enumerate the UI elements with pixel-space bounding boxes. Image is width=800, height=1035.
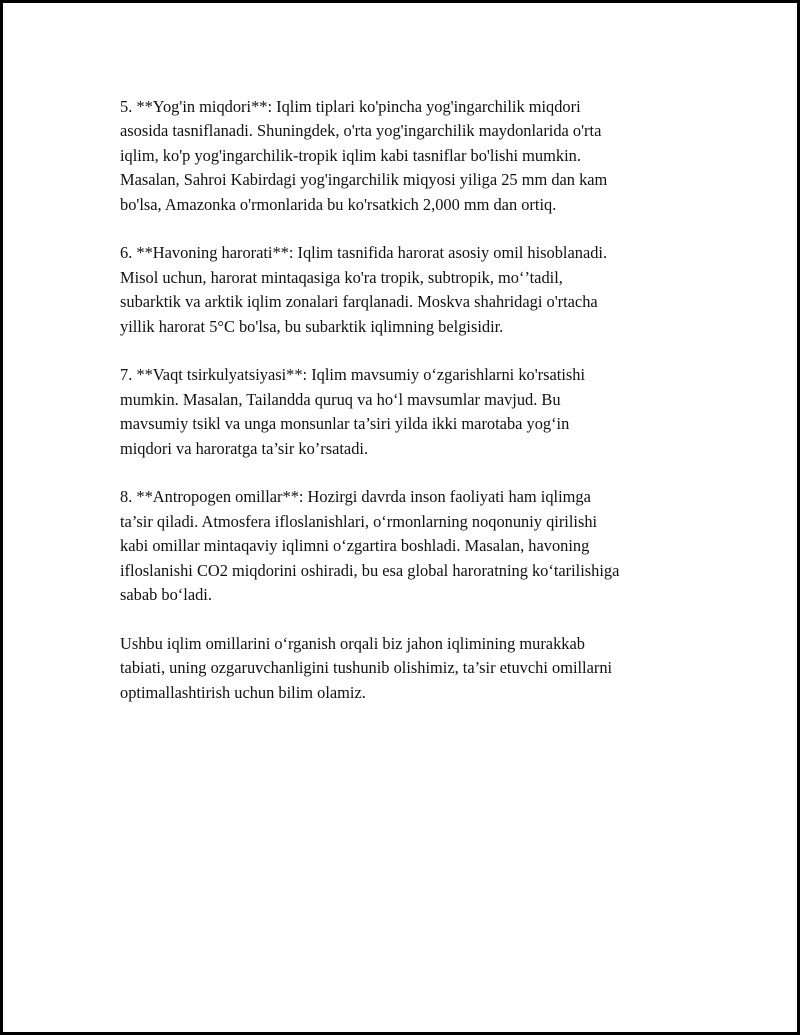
paragraph-circulation bbox=[120, 363, 695, 461]
text-line: yillik harorat 5°C bo'lsa, bu subarktik iqlimning belgisidir. bbox=[120, 316, 504, 336]
text-line: 6. **Havoning harorati**: Iqlim tasnifida harorat asosiy omil hisoblanadi. bbox=[120, 243, 608, 263]
text-line: mavsumiy tsikl va unga monsunlar ta’siri yilda ikki marotaba yog‘in bbox=[120, 414, 570, 434]
text-line: asosida tasniflanadi. Shuningdek, o'rta yog'ingarchilik maydonlarida o'rta bbox=[120, 121, 602, 141]
text-line: Ushbu iqlim omillarini o‘rganish orqali biz jahon iqlimining murakkab bbox=[120, 633, 585, 653]
text-line: Masalan, Sahroi Kabirdagi yog'ingarchilik miqyosi yiliga 25 mm dan kam bbox=[120, 170, 608, 190]
text-line: sabab bo‘ladi. bbox=[120, 585, 212, 605]
paragraph-anthropogenic bbox=[120, 485, 695, 607]
document-body bbox=[120, 95, 695, 729]
text-line: miqdori va haroratga ta’sir ko’rsatadi. bbox=[120, 438, 369, 458]
text-line: Misol uchun, harorat mintaqasiga ko'ra tropik, subtropik, mo‘’tadil, bbox=[120, 267, 563, 287]
text-line: mumkin. Masalan, Tailandda quruq va ho‘l mavsumlar mavjud. Bu bbox=[120, 389, 561, 409]
text-line: optimallashtirish uchun bilim olamiz. bbox=[120, 682, 366, 702]
text-line: 7. **Vaqt tsirkulyatsiyasi**: Iqlim mavsumiy o‘zgarishlarni ko'rsatishi bbox=[120, 365, 586, 385]
text-line: iqlim, ko'p yog'ingarchilik-tropik iqlim kabi tasniflar bo'lishi mumkin. bbox=[120, 145, 581, 165]
paragraph-precipitation bbox=[120, 95, 695, 217]
paragraph-temperature bbox=[120, 241, 695, 339]
text-line: kabi omillar mintaqaviy iqlimni o‘zgartira boshladi. Masalan, havoning bbox=[120, 536, 590, 556]
text-line: bo'lsa, Amazonka o'rmonlarida bu ko'rsatkich 2,000 mm dan ortiq. bbox=[120, 194, 557, 214]
text-line: tabiati, uning ozgaruvchanligini tushunib olishimiz, ta’sir etuvchi omillarni bbox=[120, 658, 613, 678]
text-line: subarktik va arktik iqlim zonalari farqlanadi. Moskva shahridagi o'rtacha bbox=[120, 292, 598, 312]
paragraph-conclusion bbox=[120, 632, 695, 705]
text-line: 5. **Yog'in miqdori**: Iqlim tiplari ko'pincha yog'ingarchilik miqdori bbox=[120, 97, 581, 116]
text-line: ifloslanishi CO2 miqdorini oshiradi, bu esa global haroratning ko‘tarilishiga bbox=[120, 560, 620, 580]
text-line: 8. **Antropogen omillar**: Hozirgi davrda inson faoliyati ham iqlimga bbox=[120, 487, 591, 507]
text-line: ta’sir qiladi. Atmosfera ifloslanishlari, o‘rmonlarning noqonuniy qirilishi bbox=[120, 511, 598, 531]
